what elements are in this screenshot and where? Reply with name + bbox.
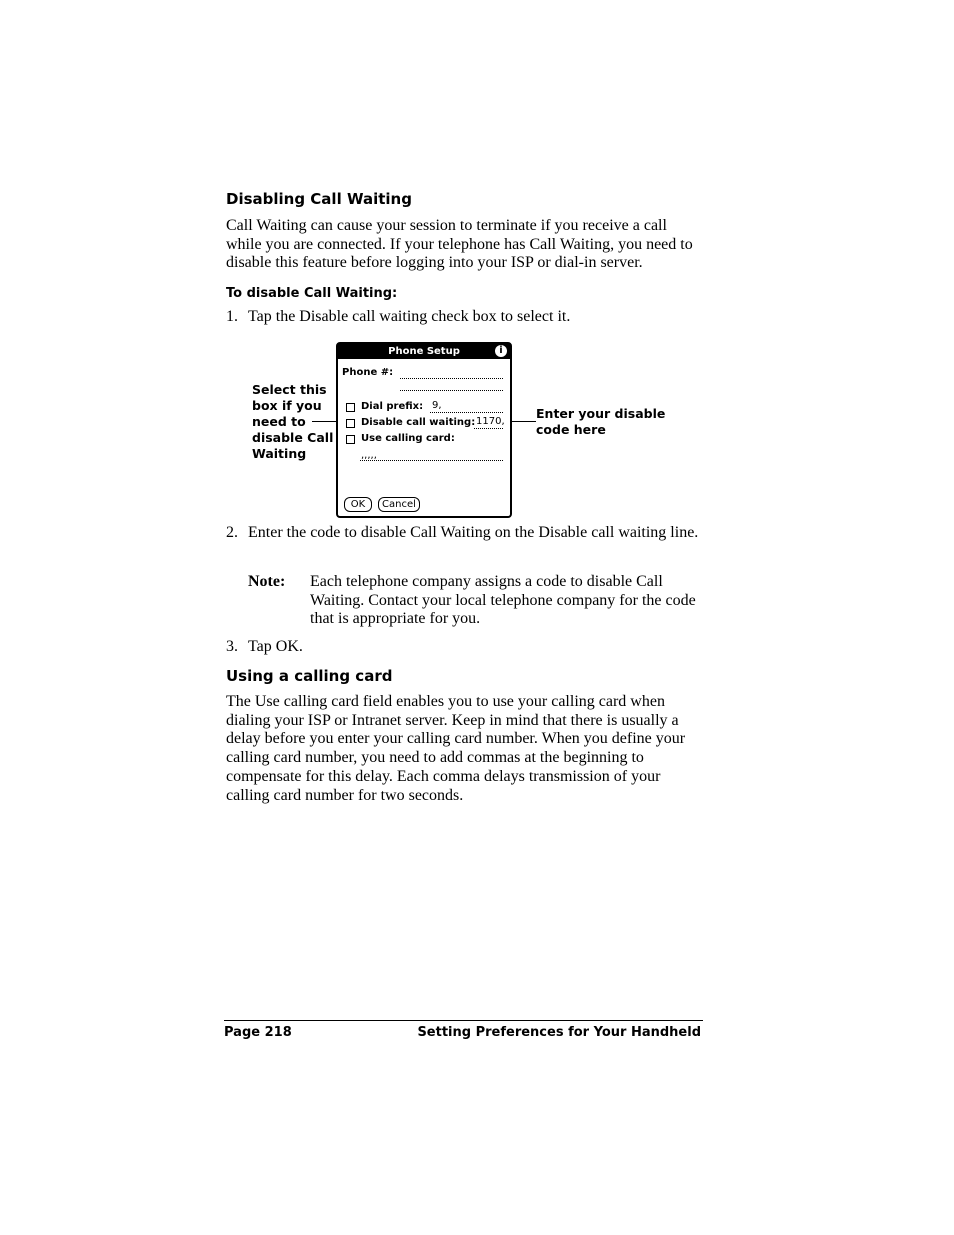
dial-prefix-checkbox[interactable] [346,403,355,412]
section-heading-using-calling-card: Using a calling card [226,667,393,685]
phone-number-field-line2[interactable] [400,390,503,391]
step-3 [226,637,706,656]
note-label: Note: [248,573,286,590]
disable-call-waiting-checkbox[interactable] [346,419,355,428]
phone-number-field[interactable] [400,378,503,379]
footer-rule [224,1020,703,1021]
callout-line: Select this [252,382,327,397]
calling-card-checkbox[interactable] [346,435,355,444]
footer-page-number: Page 218 [224,1025,292,1040]
callout-line: Waiting [252,446,307,461]
screen-title-bar [338,344,510,359]
phone-setup-screen [336,342,512,518]
callout-line: need to [252,414,306,429]
disable-call-waiting-label: Disable call waiting: [361,417,476,428]
footer-chapter-title: Setting Preferences for Your Handheld [417,1025,701,1040]
callout-line: box if you [252,398,322,413]
calling-card-value: ,,,,, [361,450,377,461]
step-1 [226,307,706,326]
dial-prefix-field[interactable] [430,412,503,413]
step-number: 2. [226,524,238,541]
callout-line: code here [536,422,606,437]
procedure-heading: To disable Call Waiting: [226,286,398,301]
left-callout [252,382,333,462]
step-text: Tap the Disable call waiting check box to select it. [248,308,571,325]
callout-line: disable Call [252,430,334,445]
step-number: 3. [226,638,238,655]
phone-number-label: Phone #: [342,367,394,378]
info-icon[interactable]: i [495,345,507,357]
step-text: Enter the code to disable Call Waiting on the Disable call waiting line. [248,524,699,541]
dial-prefix-label: Dial prefix: [361,401,424,412]
disable-call-waiting-value: 1170, [476,416,505,427]
disable-call-waiting-field[interactable] [474,428,503,429]
section-heading-disabling-call-waiting: Disabling Call Waiting [226,190,412,208]
calling-card-label: Use calling card: [361,433,455,444]
ok-button[interactable]: OK [344,497,372,512]
callout-line: Enter your disable [536,406,666,421]
step-2 [226,523,706,542]
step-number: 1. [226,308,238,325]
calling-card-field[interactable] [360,460,503,461]
intro-paragraph: Call Waiting can cause your session to terminate if you receive a call while you are connected. If your telephone has Call Waiting, you need to disable this feature before logging into your ISP or dial-in server. [226,217,693,272]
cancel-button[interactable]: Cancel [378,497,420,512]
screen-title: Phone Setup [388,346,460,357]
step-text: Tap OK. [248,638,303,655]
note-text: Each telephone company assigns a code to disable Call Waiting. Contact your local telephone company for the code that is appropriate for you. [310,573,696,628]
dial-prefix-value: 9, [432,400,442,411]
right-callout [536,406,665,438]
calling-card-paragraph: The Use calling card field enables you to use your calling card when dialing your ISP or Intranet server. Keep in mind that there is usually a delay before you enter your calling card number. When you define your calling card number, you need to add commas at the beginning to compensate for this delay. Each comma delays transmission of your calling card number for two seconds. [226,693,686,804]
